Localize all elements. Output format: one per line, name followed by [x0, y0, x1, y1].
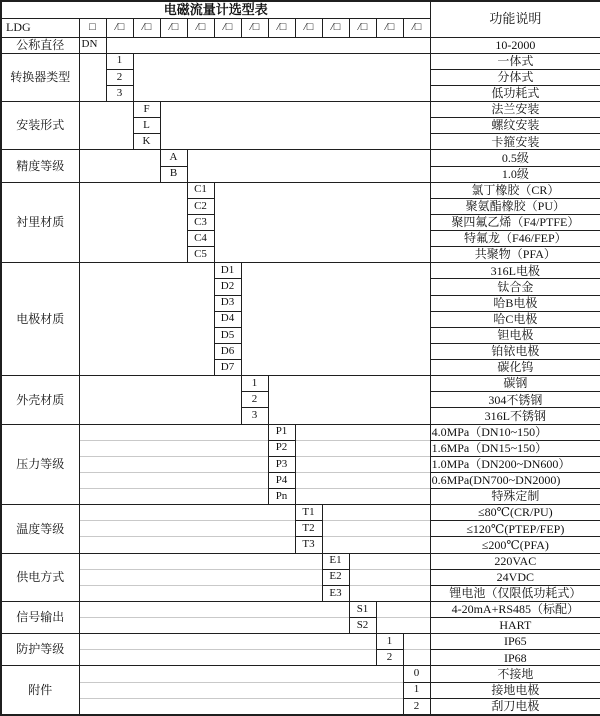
- spacer: [349, 553, 430, 569]
- code-cell: 2: [403, 698, 430, 715]
- code-cell: S2: [349, 618, 376, 634]
- code-cell: C3: [187, 214, 214, 230]
- code-cell: D3: [214, 295, 241, 311]
- code-cell: 1: [376, 634, 403, 650]
- description-cell: 共聚物（PFA）: [430, 247, 600, 263]
- spacer: [79, 521, 295, 537]
- description-cell: 接地电极: [430, 682, 600, 698]
- spacer: [295, 456, 430, 472]
- code-cell: 3: [106, 85, 133, 101]
- description-cell: ≤200℃(PFA): [430, 537, 600, 553]
- code-cell: K: [133, 134, 160, 150]
- code-cell: F: [133, 102, 160, 118]
- model-slot: /□: [241, 18, 268, 37]
- section-label: 转换器类型: [1, 53, 79, 101]
- spacer: [295, 472, 430, 488]
- spacer: [79, 650, 376, 666]
- spacer: [214, 182, 430, 263]
- spacer: [403, 650, 430, 666]
- code-cell: A: [160, 150, 187, 166]
- description-cell: 哈C电极: [430, 311, 600, 327]
- code-cell: 2: [241, 392, 268, 408]
- code-cell: 3: [241, 408, 268, 424]
- spacer: [79, 505, 295, 521]
- description-cell: 碳化钨: [430, 360, 600, 376]
- spacer: [79, 456, 268, 472]
- model-slot: /□: [403, 18, 430, 37]
- section-label: 精度等级: [1, 150, 79, 182]
- code-cell: D1: [214, 263, 241, 279]
- spacer: [79, 601, 349, 617]
- section-label: 公称直径: [1, 37, 79, 53]
- code-cell: T1: [295, 505, 322, 521]
- code-cell: C2: [187, 198, 214, 214]
- code-cell: C4: [187, 231, 214, 247]
- spacer: [241, 263, 430, 376]
- code-cell: E2: [322, 569, 349, 585]
- spacer: [79, 440, 268, 456]
- description-cell: 螺纹安装: [430, 118, 600, 134]
- code-cell: 2: [106, 69, 133, 85]
- description-cell: 碳钢: [430, 376, 600, 392]
- model-slot: /□: [322, 18, 349, 37]
- model-slot: /□: [160, 18, 187, 37]
- spacer: [268, 376, 430, 424]
- model-slot: /□: [187, 18, 214, 37]
- description-cell: 220VAC: [430, 553, 600, 569]
- spacer: [322, 537, 430, 553]
- code-cell: D7: [214, 360, 241, 376]
- spacer: [106, 37, 430, 53]
- code-cell: D2: [214, 279, 241, 295]
- description-cell: 4-20mA+RS485（标配）: [430, 601, 600, 617]
- model-slot: /□: [214, 18, 241, 37]
- spacer: [79, 150, 160, 182]
- spacer: [295, 440, 430, 456]
- description-cell: 1.0MPa（DN200~DN600）: [430, 456, 600, 472]
- spacer: [133, 53, 430, 101]
- description-cell: ≤80℃(CR/PU): [430, 505, 600, 521]
- table-title: 电磁流量计选型表: [1, 1, 430, 18]
- section-label: 安装形式: [1, 102, 79, 150]
- spacer: [349, 569, 430, 585]
- description-cell: 铂铱电极: [430, 343, 600, 359]
- description-cell: IP65: [430, 634, 600, 650]
- spacer: [295, 489, 430, 505]
- description-cell: 氯丁橡胶（CR）: [430, 182, 600, 198]
- description-cell: 一体式: [430, 53, 600, 69]
- model-prefix: LDG: [1, 18, 79, 37]
- description-cell: 316L不锈钢: [430, 408, 600, 424]
- section-label: 压力等级: [1, 424, 79, 505]
- description-cell: 钽电极: [430, 327, 600, 343]
- spacer: [79, 569, 322, 585]
- description-cell: 哈B电极: [430, 295, 600, 311]
- code-cell: P3: [268, 456, 295, 472]
- code-cell: T3: [295, 537, 322, 553]
- description-cell: 1.6MPa（DN15~150）: [430, 440, 600, 456]
- spacer: [79, 424, 268, 440]
- spacer: [79, 553, 322, 569]
- code-cell: E1: [322, 553, 349, 569]
- code-cell: E3: [322, 585, 349, 601]
- code-cell: 2: [376, 650, 403, 666]
- model-slot: /□: [106, 18, 133, 37]
- spacer: [376, 601, 430, 617]
- description-cell: 分体式: [430, 69, 600, 85]
- spacer: [79, 537, 295, 553]
- description-cell: 低功耗式: [430, 85, 600, 101]
- spacer: [79, 666, 403, 682]
- code-cell: D6: [214, 343, 241, 359]
- description-cell: 聚氨酯橡胶（PU）: [430, 198, 600, 214]
- code-cell: 1: [106, 53, 133, 69]
- code-cell: D5: [214, 327, 241, 343]
- spacer: [79, 634, 376, 650]
- code-cell: L: [133, 118, 160, 134]
- spacer: [79, 682, 403, 698]
- description-cell: HART: [430, 618, 600, 634]
- model-slot: /□: [268, 18, 295, 37]
- spacer: [79, 263, 214, 376]
- description-cell: 0.6MPa(DN700~DN2000): [430, 472, 600, 488]
- spacer: [79, 472, 268, 488]
- section-label: 防护等级: [1, 634, 79, 666]
- model-slot: /□: [376, 18, 403, 37]
- spacer: [79, 102, 133, 150]
- description-cell: IP68: [430, 650, 600, 666]
- spacer: [79, 376, 241, 424]
- description-cell: ≤120℃(PTEP/FEP): [430, 521, 600, 537]
- section-label: 电极材质: [1, 263, 79, 376]
- description-cell: 1.0级: [430, 166, 600, 182]
- spacer: [79, 53, 106, 101]
- description-cell: 10-2000: [430, 37, 600, 53]
- code-cell: 1: [403, 682, 430, 698]
- description-cell: 锂电池（仅限低功耗式）: [430, 585, 600, 601]
- description-cell: 316L电极: [430, 263, 600, 279]
- model-slot: /□: [349, 18, 376, 37]
- spacer: [79, 585, 322, 601]
- function-column-header: 功能说明: [430, 1, 600, 37]
- code-cell: C1: [187, 182, 214, 198]
- spacer: [160, 102, 430, 150]
- code-cell: 0: [403, 666, 430, 682]
- model-slot: /□: [133, 18, 160, 37]
- section-label: 温度等级: [1, 505, 79, 553]
- spacer: [79, 489, 268, 505]
- spacer: [187, 150, 430, 182]
- section-label: 外壳材质: [1, 376, 79, 424]
- spacer: [79, 618, 349, 634]
- description-cell: 不接地: [430, 666, 600, 682]
- code-cell: Pn: [268, 489, 295, 505]
- code-cell: D4: [214, 311, 241, 327]
- spacer: [322, 521, 430, 537]
- code-cell: S1: [349, 601, 376, 617]
- description-cell: 刮刀电极: [430, 698, 600, 715]
- description-cell: 卡箍安装: [430, 134, 600, 150]
- spacer: [322, 505, 430, 521]
- code-cell: P1: [268, 424, 295, 440]
- description-cell: 0.5级: [430, 150, 600, 166]
- spacer: [79, 182, 187, 263]
- model-slot: □: [79, 18, 106, 37]
- section-label: 供电方式: [1, 553, 79, 601]
- code-cell: DN: [79, 37, 106, 53]
- section-label: 衬里材质: [1, 182, 79, 263]
- code-cell: 1: [241, 376, 268, 392]
- description-cell: 304不锈钢: [430, 392, 600, 408]
- description-cell: 法兰安装: [430, 102, 600, 118]
- description-cell: 聚四氟乙烯（F4/PTFE）: [430, 214, 600, 230]
- spacer: [349, 585, 430, 601]
- model-slot: /□: [295, 18, 322, 37]
- description-cell: 24VDC: [430, 569, 600, 585]
- code-cell: P4: [268, 472, 295, 488]
- spacer: [295, 424, 430, 440]
- code-cell: T2: [295, 521, 322, 537]
- section-label: 信号输出: [1, 601, 79, 633]
- section-label: 附件: [1, 666, 79, 715]
- code-cell: P2: [268, 440, 295, 456]
- description-cell: 特氟龙（F46/FEP）: [430, 231, 600, 247]
- description-cell: 钛合金: [430, 279, 600, 295]
- description-cell: 4.0MPa（DN10~150）: [430, 424, 600, 440]
- code-cell: B: [160, 166, 187, 182]
- code-cell: C5: [187, 247, 214, 263]
- spacer: [79, 698, 403, 715]
- spacer: [403, 634, 430, 650]
- spacer: [376, 618, 430, 634]
- description-cell: 特殊定制: [430, 489, 600, 505]
